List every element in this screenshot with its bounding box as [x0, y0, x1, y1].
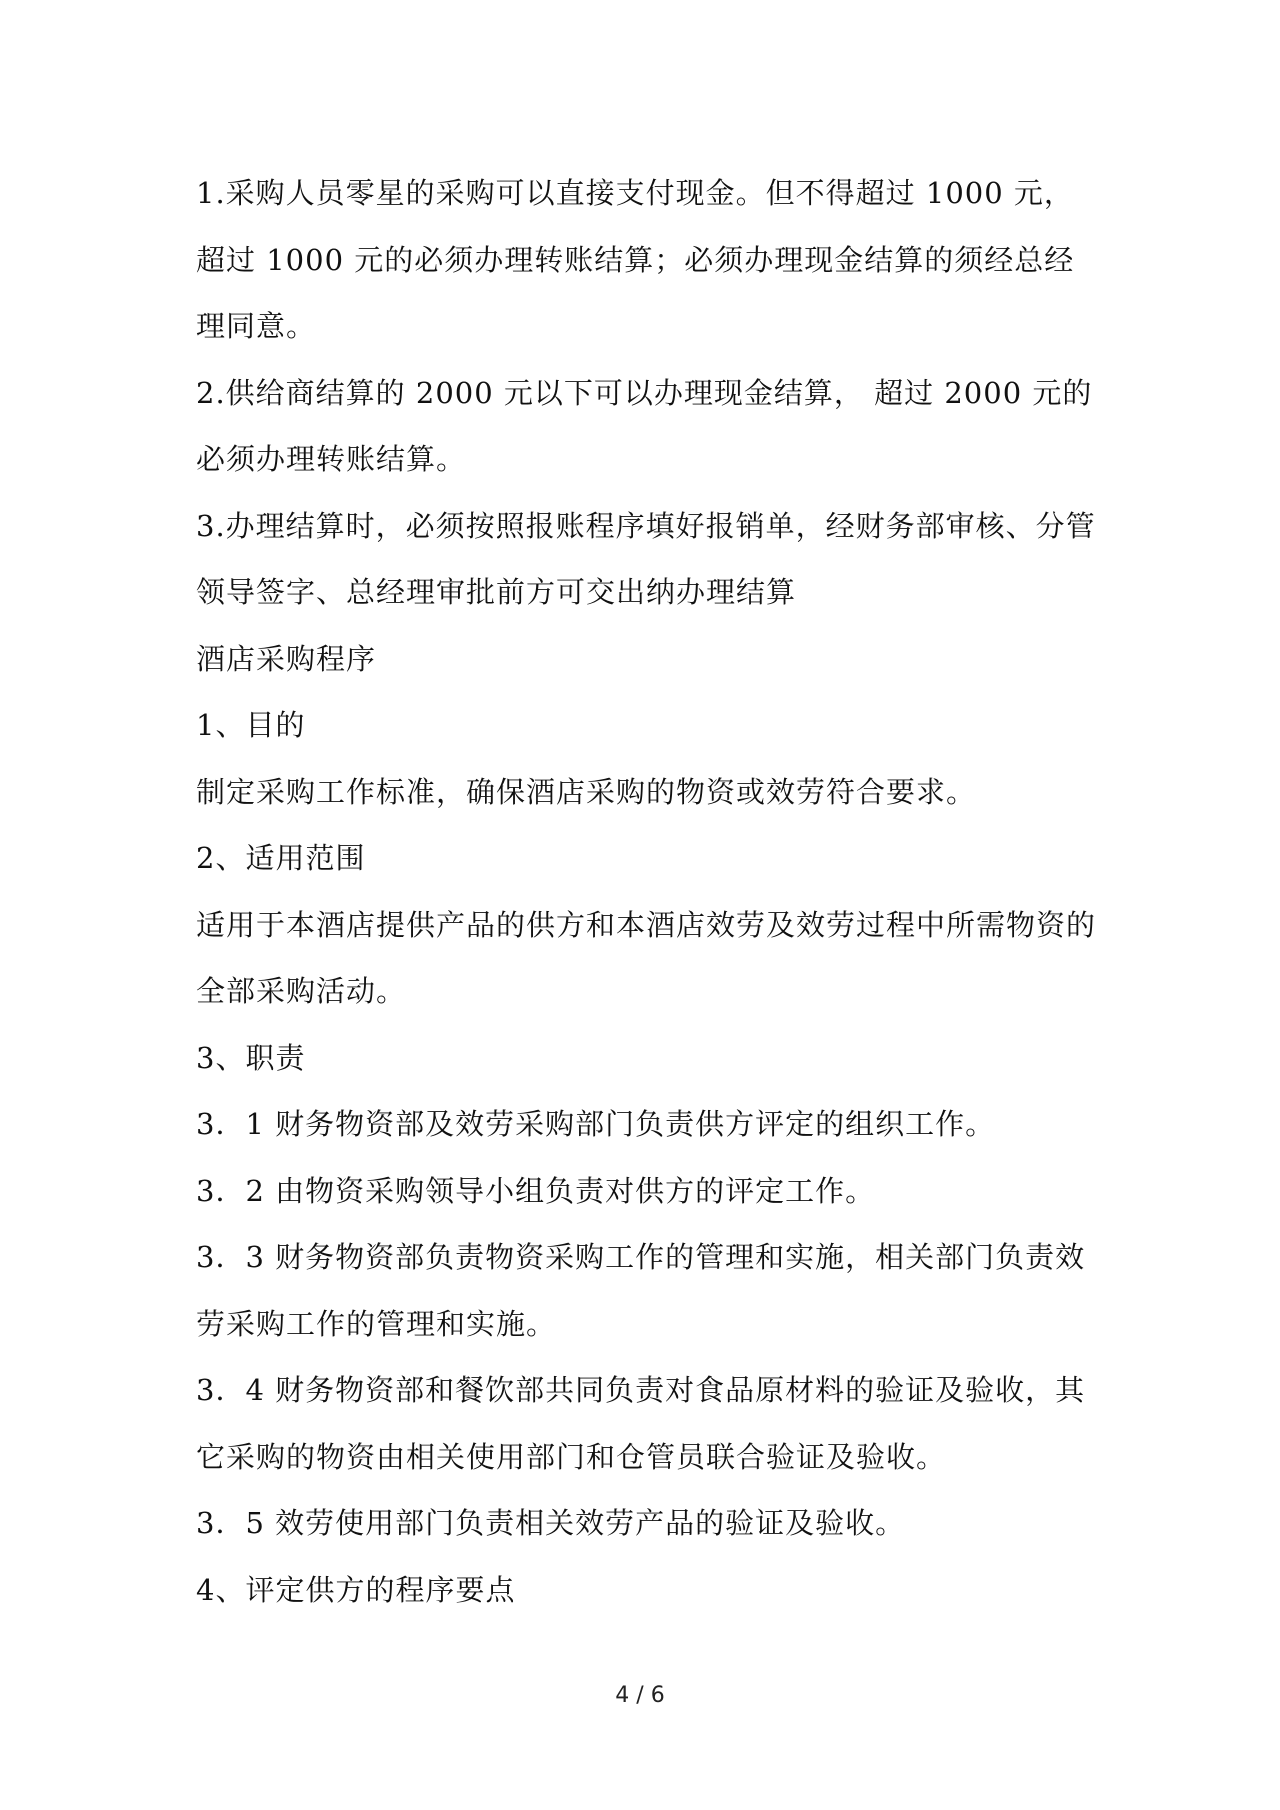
- paragraph-cash-limit: 1.采购人员零星的采购可以直接支付现金。但不得超过 1000 元，超过 1000 元的必须办理转账结算；必须办理现金结算的须经总经理同意。: [196, 176, 1075, 343]
- page-number: 4 / 6: [615, 1683, 665, 1708]
- section-title-procurement: 酒店采购程序: [196, 641, 377, 676]
- paragraph-resp-3-3: 3．3 财务物资部负责物资采购工作的管理和实施，相关部门负责效劳采购工作的管理和实施。: [196, 1240, 1086, 1341]
- heading-scope: 2、适用范围: [196, 841, 366, 875]
- paragraph-resp-3-4: 3．4 财务物资部和餐饮部共同负责对食品原材料的验证及验收，其它采购的物资由相关使用部门和仓管员联合验证及验收。: [196, 1373, 1086, 1474]
- paragraph-resp-3-5: 3．5 效劳使用部门负责相关效劳产品的验证及验收。: [196, 1506, 906, 1540]
- paragraph-resp-3-2: 3．2 由物资采购领导小组负责对供方的评定工作。: [196, 1173, 876, 1208]
- paragraph-scope: 适用于本酒店提供产品的供方和本酒店效劳及效劳过程中所需物资的全部采购活动。: [196, 907, 1097, 1008]
- heading-purpose: 1、目的: [196, 708, 306, 742]
- paragraph-settlement-procedure: 3.办理结算时，必须按照报账程序填好报销单，经财务部审核、分管领导签字、总经理审批前方可交出纳办理结算: [196, 508, 1096, 609]
- paragraph-supplier-settlement: 2.供给商结算的 2000 元以下可以办理现金结算， 超过 2000 元的必须办理转账结算。: [196, 375, 1093, 476]
- document-body: [196, 160, 1096, 1623]
- paragraph-resp-3-1: 3．1 财务物资部及效劳采购部门负责供方评定的组织工作。: [196, 1107, 996, 1141]
- heading-responsibilities: 3、职责: [196, 1040, 306, 1075]
- paragraph-purpose: 制定采购工作标准，确保酒店采购的物资或效劳符合要求。: [196, 774, 977, 809]
- heading-supplier-evaluation: 4、评定供方的程序要点: [196, 1572, 516, 1607]
